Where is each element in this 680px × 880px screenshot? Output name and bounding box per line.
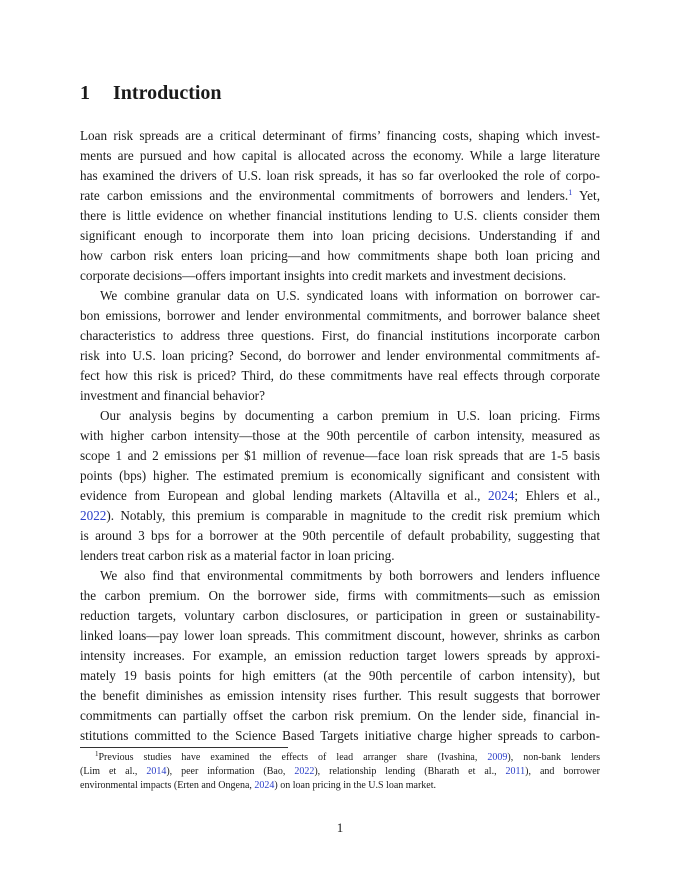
citation-link[interactable]: 2022 [80,508,107,523]
footnote-marker[interactable]: 1 [568,188,573,197]
text-line [80,486,600,506]
text-span: (Lim et al., [80,766,147,777]
text-span: Yet, [572,188,600,203]
text-line: intensity increases. For example, an emission reduction target lowers spreads by approxi- [80,648,600,663]
text-line: scope 1 and 2 emissions per $1 million of revenue—face loan risk spreads that are 1-5 basis [80,448,600,463]
text-span: ), peer information (Bao, [166,766,295,777]
footnote-number: 1 [95,750,99,758]
text-line: significant enough to incorporate them into loan pricing decisions. Understanding if and [80,228,600,243]
text-line: lenders treat carbon risk as a material factor in loan pricing. [80,548,395,563]
text-line: fect how this risk is priced? Third, do these commitments have real effects through corporate [80,368,600,383]
text-span: evidence from European and global lending markets (Altavilla et al., [80,488,488,503]
text-line: stitutions committed to the Science Based Targets initiative charge higher spreads to carbon- [80,728,600,743]
text-span: Previous studies have examined the effects of lead arranger share (Ivashina, [98,752,488,763]
citation-link[interactable]: 2009 [487,752,508,763]
text-line [80,186,600,206]
footnote-line [80,779,600,793]
text-line: the benefit diminishes as emission intensity rises further. This result suggests that borrower [80,688,600,703]
text-span: environmental impacts (Erten and Ongena, [80,780,255,791]
citation-link[interactable]: 2024 [254,780,275,791]
footnote-line [80,765,600,779]
text-span: ) on loan pricing in the U.S loan market. [274,780,437,791]
text-line: points (bps) higher. The estimated premium is economically significant and consistent with [80,468,600,483]
text-line: the carbon premium. On the borrower side, firms with commitments—such as emission [80,588,600,603]
text-line: commitments can partially offset the carbon risk premium. On the lender side, financial in- [80,708,600,723]
text-line: corporate decisions—offers important insights into credit markets and investment decisions. [80,268,567,283]
text-line: Our analysis begins by documenting a carbon premium in U.S. loan pricing. Firms [100,408,600,423]
text-line: Loan risk spreads are a critical determinant of firms’ financing costs, shaping which invest- [80,128,600,143]
text-line: linked loans—pay lower loan spreads. This commitment discount, however, shrinks as carbon [80,628,600,643]
text-span: ), non-bank lenders [507,752,600,763]
text-line: ments are pursued and how capital is allocated across the economy. While a large literature [80,148,600,163]
footnote-divider [80,747,288,748]
text-span: ), and borrower [525,766,601,777]
text-line: has examined the drivers of U.S. loan risk spreads, it has so far overlooked the role of corpo- [80,168,600,183]
text-line: with higher carbon intensity—those at the 90th percentile of carbon intensity, measured as [80,428,600,443]
text-span: ). Notably, this premium is comparable in magnitude to the credit risk premium which [106,508,600,523]
text-span: ), relationship lending (Bharath et al., [314,766,506,777]
section-number: 1 [80,82,90,104]
text-line: characteristics to address three questions. First, do financial institutions incorporate carbon [80,328,600,343]
text-span: rate carbon emissions and the environmental commitments of borrowers and lenders. [80,188,569,203]
citation-link[interactable]: 2024 [487,488,515,503]
text-line: mately 19 basis points for high emitters (at the 90th percentile of carbon intensity), but [80,668,600,683]
text-line: risk into U.S. loan pricing? Second, do borrower and lender environmental commitments af- [80,348,600,363]
text-line: is around 3 bps for a borrower at the 90th percentile of default probability, suggesting that [80,528,600,543]
text-line: how carbon risk enters loan pricing—and how commitments shape both loan pricing and [80,248,600,263]
text-line: investment and financial behavior? [80,388,265,403]
text-line [80,506,600,526]
footnote-line [80,751,600,765]
text-line: reduction targets, voluntary carbon disclosures, or participation in green or sustainability- [80,608,600,623]
page-number: 1 [336,820,344,835]
citation-link[interactable]: 2011 [505,766,526,777]
text-line: We combine granular data on U.S. syndicated loans with information on borrower car- [100,288,600,303]
citation-link[interactable]: 2022 [294,766,315,777]
text-span: ; Ehlers et al., [514,488,600,503]
section-heading [80,82,222,105]
citation-link[interactable]: 2014 [146,766,167,777]
text-line: there is little evidence on whether financial institutions lending to U.S. clients consider them [80,208,600,223]
section-title: Introduction [113,82,222,104]
text-line: We also find that environmental commitments by both borrowers and lenders influence [100,568,600,583]
text-line: bon emissions, borrower and lender environmental commitments, and borrower balance sheet [80,308,600,323]
